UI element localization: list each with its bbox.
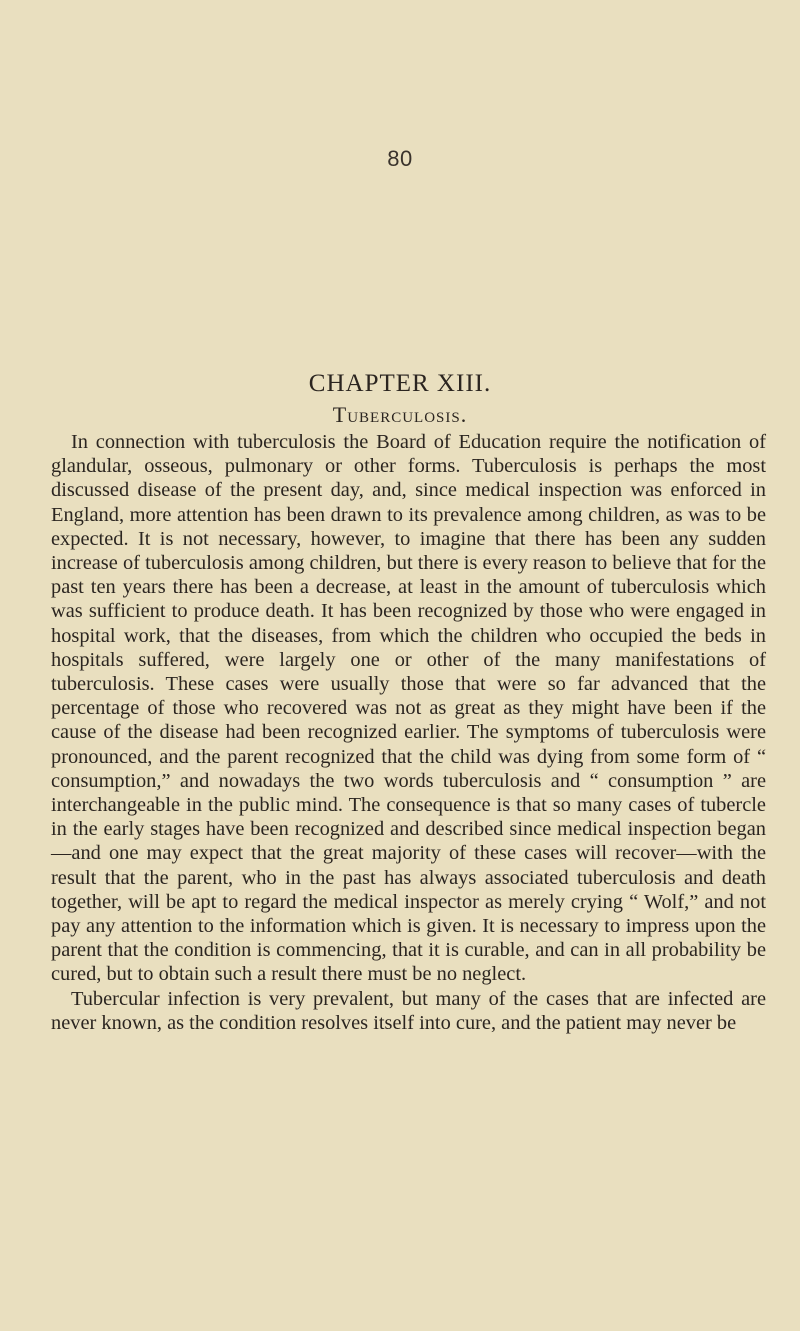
chapter-title: CHAPTER XIII. [308, 370, 492, 397]
page-number: 80 [387, 146, 413, 171]
chapter-subtitle: Tuberculosis. [332, 402, 468, 427]
paragraph: In connection with tuberculosis the Board of Education require the notification of glandular, osseous, pulmonary or other forms. Tuberculosis is perhaps the most discussed disease of the present day, and, since medical inspection was enforced in England, more attention has been drawn to its prevalence among children, as was to be expected. It is not necessary, however, to imagine that there has been any sudden increase of tuberculosis among children, but there is every reason to believe that for the past ten years there has been a decrease, at least in the amount of tuberculosis which was sufficient to produce death. It has been recognized by those who were engaged in hospital work, that the diseases, from which the children who occupied the beds in hospitals suffered, were largely one or other of the many manifestations of tuberculosis. These cases were usually those that were so far advanced that the percentage of those who recovered was not as great as they might have been if the cause of the disease had been recognized earlier. The symptoms of tuberculosis were pronounced, and the parent recognized that the child was dying from some form of “ consumption,” and nowadays the two words tuberculosis and “ consumption ” are interchangeable in the public mind. The consequence is that so many cases of tubercle in the early stages have been recognized and described since medical inspection began—and one may expect that the great majority of these cases will recover—with the result that the parent, who in the past has always associated tuberculosis and death together, will be apt to regard the medical inspector as merely crying “ Wolf,” and not pay any attention to the information which is given. It is necessary to impress upon the parent that the condition is commencing, that it is curable, and can in all probability be cured, but to obtain such a result there must be no neglect. [51, 431, 766, 986]
body-text [51, 430, 766, 1035]
paragraph: Tubercular infection is very prevalent, but many of the cases that are infected are never known, as the condition resolves itself into cure, and the patient may never be [51, 987, 766, 1034]
